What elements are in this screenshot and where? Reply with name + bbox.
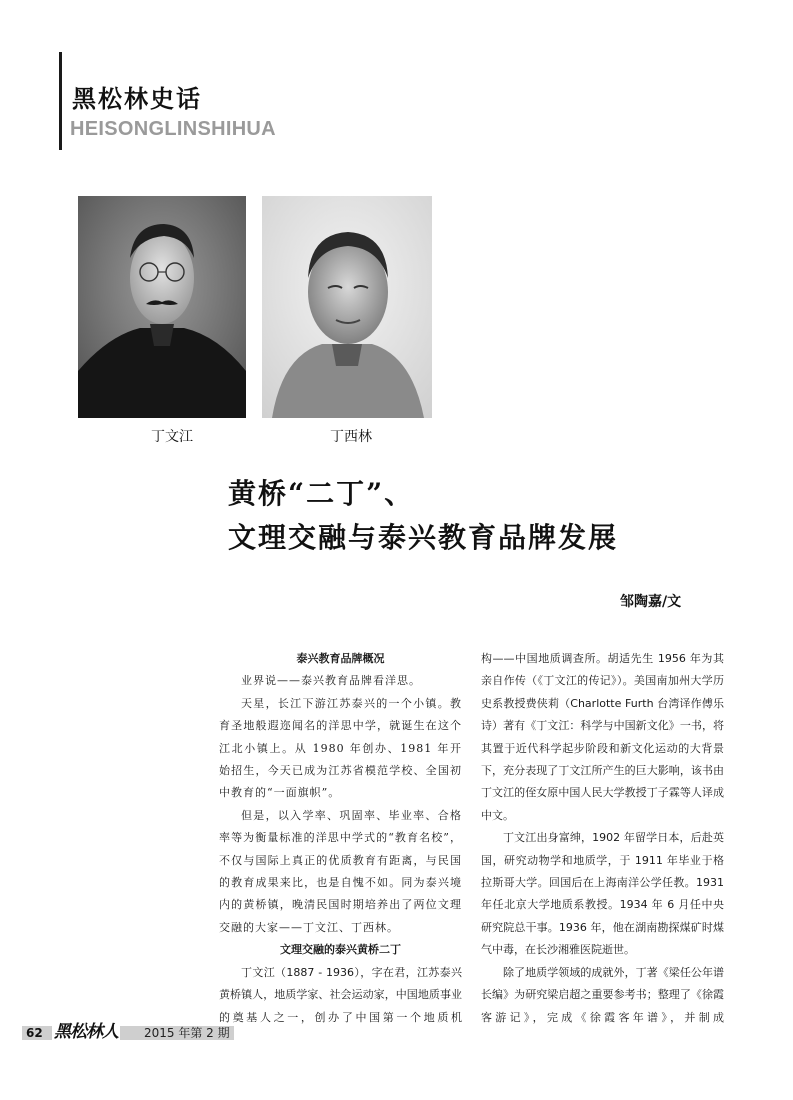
- photo-caption-1: 丁文江: [151, 429, 193, 445]
- body-paragraph: 丁文江出身富绅，1902 年留学日本，后赴英国，研究动物学和地质学，于 1911 年毕业于格拉斯哥大学。回国后在上海南洋公学任教。1931 年任北京大学地质系教授。1934 年 6 月任中央研究院总干事。1936 年，他在湖南勘探煤矿时煤气中毒，在长沙湘雅医院逝世。: [481, 831, 724, 957]
- body-paragraph: 除了地质学领域的成就外，丁著《梁任公年谱长编》为研究梁启超之重要参考书；整理了《徐霞客游记》，完成《徐霞客年谱》，并制成: [481, 965, 724, 1024]
- body-paragraph: 丁文江（1887 - 1936），字在君，江苏泰兴黄桥镇人，地质学家、社会运动家，中国地质事业的奠基人之一，创办了中国第一个地质机: [219, 965, 462, 1024]
- article-title-line-1: 黄桥“二丁”、: [228, 477, 415, 510]
- column-subtitle: HEISONGLINSHIHUA: [70, 118, 276, 140]
- photo-caption-2: 丁西林: [330, 429, 372, 445]
- article-title: [228, 472, 728, 560]
- column-accent-bar: [59, 52, 62, 150]
- article-author: 邹陶嘉/文: [620, 594, 682, 610]
- body-paragraph: 但是，以入学率、巩固率、毕业率、合格率等为衡量标准的洋思中学式的“教育名校”，不仅与国际上真正的优质教育有距离，与民国的教育成果来比，也是自愧不如。同为泰兴境内的黄桥镇，晚清民国时期培养出了两位文理交融的大家——丁文江、丁西林。: [219, 808, 462, 934]
- section-heading: 文理交融的泰兴黄桥二丁: [280, 943, 401, 957]
- column-title: 黑松林史话: [72, 85, 202, 113]
- portrait-photo-1: [78, 196, 246, 418]
- body-column-left: [219, 648, 462, 1029]
- body-paragraph: 构——中国地质调查所。胡适先生 1956 年为其亲自作传（《丁文江的传记》）。美国南加州大学历史系教授费侠莉（Charlotte Furth 台湾译作傅乐诗）著有《丁文江：科学与中国新文化》一书，将其置于近代科学起步阶段和新文化运动的大背景下，充分表现了丁文江所产生的巨大影响，该书由丁文江的侄女原中国人民大学教授丁子霖等人译成中文。: [481, 652, 724, 822]
- article-title-line-2: 文理交融与泰兴教育品牌发展: [228, 521, 619, 554]
- portrait-photo-2: [262, 196, 432, 418]
- section-heading: 泰兴教育品牌概况: [296, 652, 385, 665]
- issue-label: 2015 年第 2 期: [144, 1026, 230, 1040]
- body-paragraph: 业界说——泰兴教育品牌看洋思。: [241, 674, 421, 688]
- magazine-masthead: 黑松林人: [54, 1022, 118, 1042]
- body-paragraph: 天星，长江下游江苏泰兴的一个小镇。教育圣地般遐迩闻名的洋思中学，就诞生在这个江北小镇上。从 1980 年创办、1981 年开始招生，今天已成为江苏省模范学校、全国初中教育的“一面旗帜”。: [219, 696, 462, 800]
- page-footer: [22, 1022, 242, 1042]
- page-number: 62: [26, 1026, 43, 1040]
- body-column-right: [481, 648, 724, 1029]
